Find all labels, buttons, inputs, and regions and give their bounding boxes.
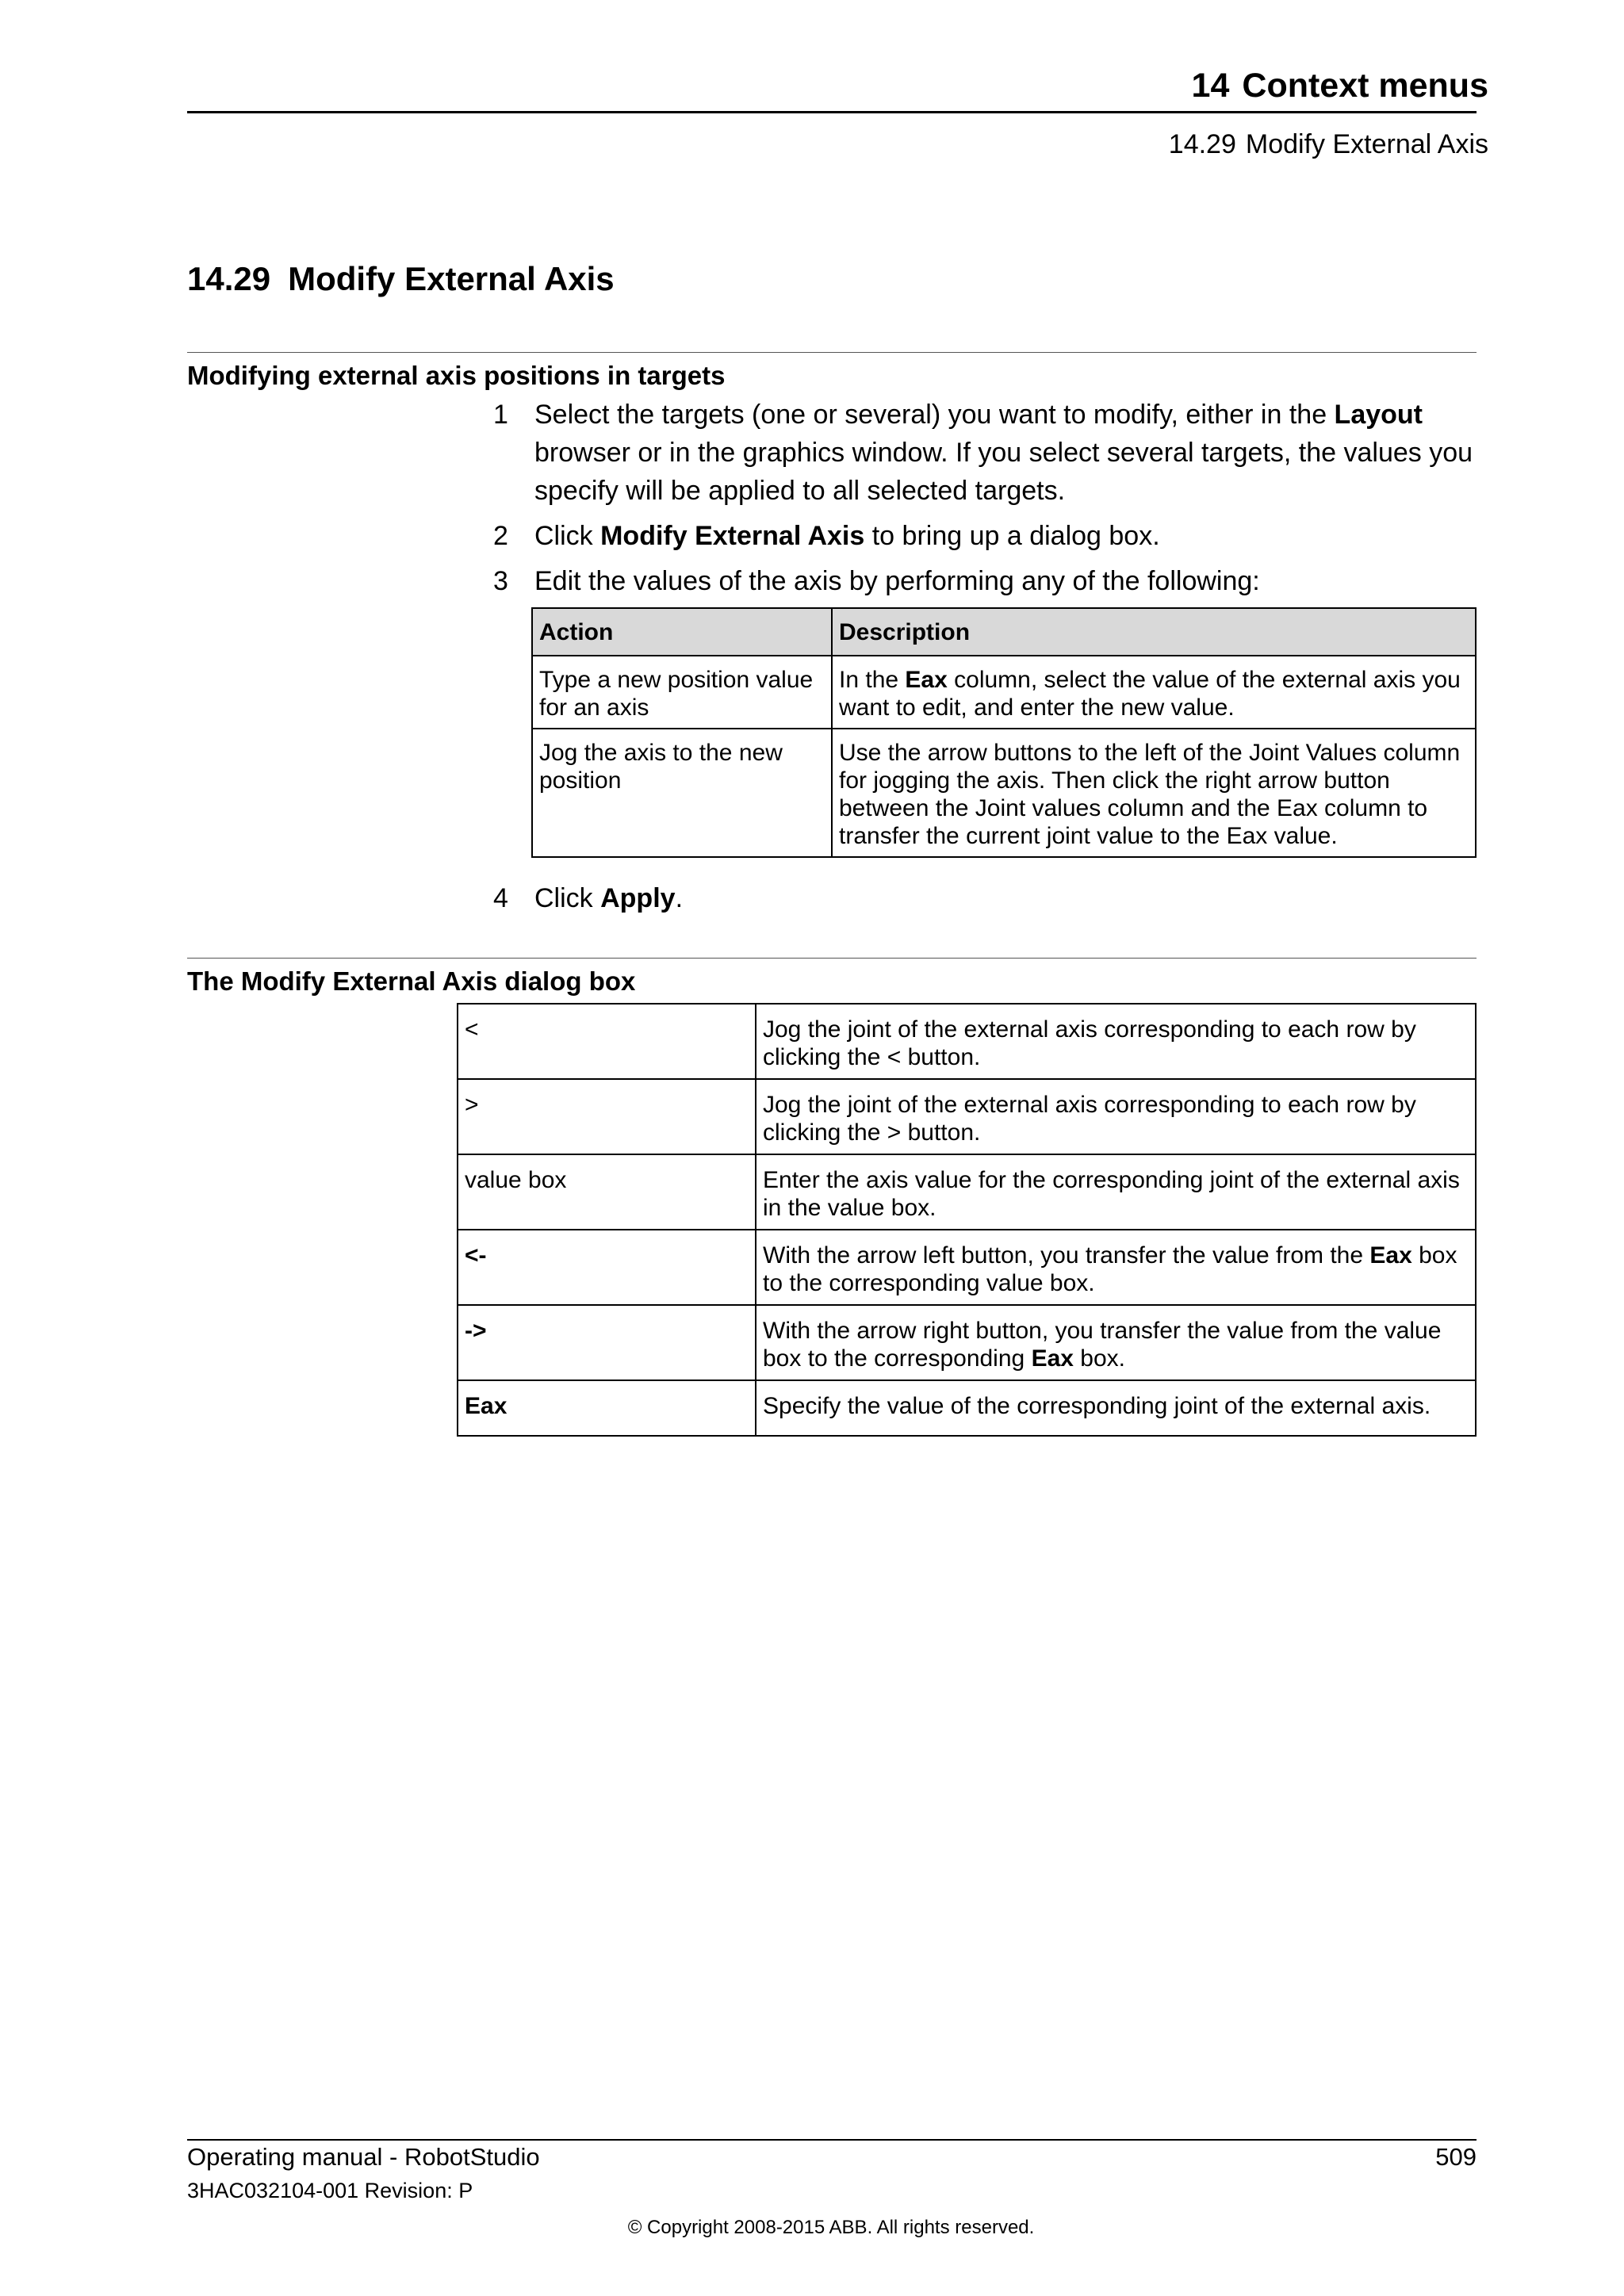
description-cell: Jog the joint of the external axis corresponding to each row by clicking the < button.	[756, 1004, 1476, 1079]
item-cell: <	[458, 1004, 756, 1079]
step-1	[493, 396, 1477, 510]
step-3	[493, 562, 1477, 600]
section-title	[187, 260, 615, 298]
description-cell: In the Eax column, select the value of the external axis you want to edit, and enter the new value.	[832, 656, 1476, 729]
description-cell: With the arrow right button, you transfer the value from the value box to the corresponding Eax box.	[756, 1305, 1476, 1380]
section-header	[1169, 129, 1488, 160]
table-row	[458, 1004, 1476, 1079]
description-cell: Jog the joint of the external axis corresponding to each row by clicking the > button.	[756, 1079, 1476, 1154]
step-text: Click Apply.	[534, 883, 684, 913]
footer-document-id: 3HAC032104-001 Revision: P	[187, 2179, 473, 2202]
item-cell: ->	[458, 1305, 756, 1380]
item-cell: <-	[458, 1230, 756, 1305]
step-number: 4	[493, 883, 508, 913]
section-number: 14.29	[187, 260, 271, 297]
header-rule	[187, 111, 1477, 113]
footer-manual-title: Operating manual - RobotStudio	[187, 2143, 540, 2171]
chapter-title: Context menus	[1242, 67, 1488, 105]
column-header: Action	[532, 608, 832, 656]
step-4	[493, 879, 1477, 917]
action-table	[531, 607, 1477, 858]
footer-rule	[187, 2139, 1477, 2141]
section-header-title: Modify External Axis	[1245, 129, 1488, 159]
item-cell: >	[458, 1079, 756, 1154]
description-cell: With the arrow left button, you transfer the value from the Eax box to the corresponding value box.	[756, 1230, 1476, 1305]
item-cell: value box	[458, 1154, 756, 1230]
chapter-number: 14	[1191, 67, 1230, 105]
subsection-title: The Modify External Axis dialog box	[187, 966, 636, 996]
table-row	[458, 1079, 1476, 1154]
step-text: Click Modify External Axis to bring up a dialog box.	[534, 521, 1160, 551]
table-row	[532, 656, 1476, 729]
section-header-number: 14.29	[1168, 129, 1236, 159]
step-number: 1	[493, 400, 508, 430]
step-number: 2	[493, 521, 508, 551]
step-text: Select the targets (one or several) you want to modify, either in the Layout browser or in the graphics window. If you select several targets, the values you specify will be applied to all selected targets.	[534, 400, 1473, 506]
table-row	[458, 1380, 1476, 1436]
action-cell: Jog the axis to the new position	[532, 729, 832, 857]
step-2	[493, 517, 1477, 555]
action-cell: Type a new position value for an axis	[532, 656, 832, 729]
subsection-rule	[187, 352, 1477, 353]
description-cell: Enter the axis value for the corresponding joint of the external axis in the value box.	[756, 1154, 1476, 1230]
table-row	[458, 1305, 1476, 1380]
section-title-text: Modify External Axis	[288, 260, 615, 297]
item-cell: Eax	[458, 1380, 756, 1436]
description-cell: Use the arrow buttons to the left of the Joint Values column for jogging the axis. Then click the right arrow button between the Joint values column and the Eax column to transfer the current joint value to the Eax value.	[832, 729, 1476, 857]
dialog-box-table	[457, 1003, 1477, 1437]
step-text: Edit the values of the axis by performing any of the following:	[534, 566, 1260, 596]
description-cell: Specify the value of the corresponding joint of the external axis.	[756, 1380, 1476, 1436]
column-header: Description	[832, 608, 1476, 656]
step-number: 3	[493, 566, 508, 596]
subsection-title: Modifying external axis positions in targets	[187, 361, 726, 390]
table-row	[458, 1230, 1476, 1305]
table-row	[532, 729, 1476, 857]
table-header-row	[532, 608, 1476, 656]
footer-copyright: © Copyright 2008-2015 ABB. All rights reserved.	[627, 2217, 1035, 2238]
chapter-header	[1192, 67, 1488, 105]
footer-page-number: 509	[1435, 2143, 1477, 2171]
table-row	[458, 1154, 1476, 1230]
subsection-rule	[187, 958, 1477, 959]
